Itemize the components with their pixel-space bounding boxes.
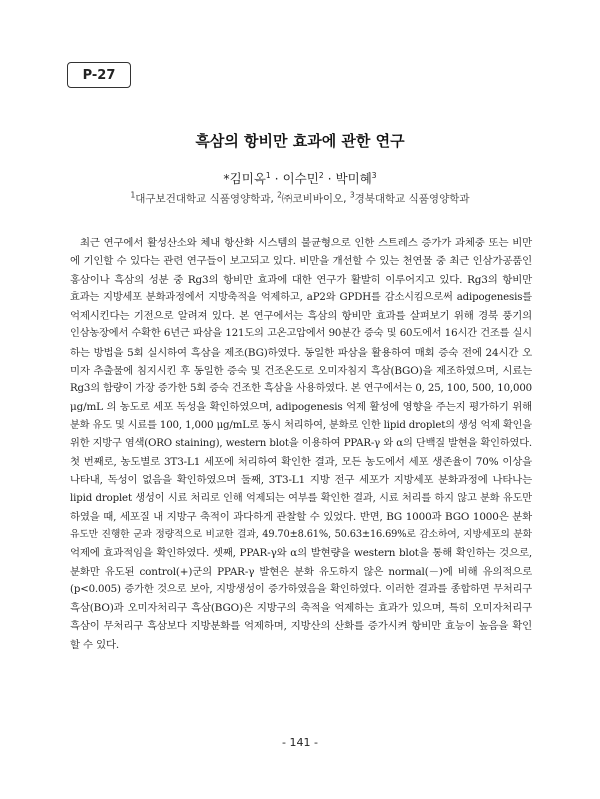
abstract-line: 위한 지방구 염색(ORO staining), western blot을 이용하여 PPAR-γ 와 α의 단백질 발현을 확인하였다. — [70, 437, 532, 449]
abstract-code: P-27 — [82, 67, 116, 83]
affiliation-list — [0, 191, 600, 206]
author-1: 김미옥 — [229, 171, 266, 186]
abstract-line: lipid droplet 생성이 시료 처리로 인해 억제되는 여부를 확인한 결과, 시료 처리를 하지 않고 분화 유도만 — [70, 492, 532, 504]
abstract-line: 최근 연구에서 활성산소와 체내 항산화 시스템의 불균형으로 인한 스트레스 증가가 과체중 또는 비만 — [80, 237, 532, 249]
abstract-line: 미자 추출물에 침지시킨 후 동일한 증숙 및 건조온도로 오미자침지 흑삼(BGO)을 제조하였으며, 시료는 — [70, 364, 532, 377]
abstract-line: 흑삼(BO)과 오미자처리구 흑삼(BGO)은 지방구의 축적을 억제하는 효과가 있으며, 특히 오미자처리구 — [70, 602, 532, 614]
author-3: 박미혜 — [335, 171, 372, 186]
abstract-line: Rg3의 함량이 가장 증가한 5회 증숙 건조한 흑삼을 사용하였다. 본 연구에서는 0, 25, 100, 500, 10,000 — [70, 383, 532, 394]
author-separator: · — [323, 171, 336, 186]
abstract-line: 효과는 지방세포 분화과정에서 지방축적을 억제하고, aP2와 GPDH를 감소시킴으로써 adipogenesis를 — [70, 291, 532, 303]
abstract-line: 인삼농장에서 수확한 6년근 파삼을 121도의 고온고압에서 90분간 증숙 및 60도에서 16시간 건조를 실시 — [70, 328, 532, 340]
abstract-line: 하였을 때, 세포질 내 지방구 축적이 과다하게 관찰할 수 있었다. 반면, BG 1000과 BGO 1000은 분화 — [70, 510, 532, 523]
author-list — [0, 169, 600, 187]
abstract-line: μg/mL 의 농도로 세포 독성을 확인하였으며, adipogenesis 억제 활성에 영향을 주는지 평가하기 위해 — [70, 401, 532, 414]
abstract-line: 에 기인할 수 있다는 관련 연구들이 보고되고 있다. 비만을 개선할 수 있는 천연물 중 최근 인삼가공품인 — [70, 255, 532, 268]
abstract-line: 분화만 유도된 control(+)군의 PPAR-γ 발현은 분화 유도하지 않은 normal(－)에 비해 유의적으로 — [70, 565, 532, 578]
affiliation-2: ㈜코비바이오, — [281, 193, 350, 205]
page-number: - 141 - — [282, 736, 318, 749]
author-3-sup: 3 — [371, 170, 377, 180]
abstract-line: 하는 방법을 5회 실시하여 흑삼을 제조(BG)하였다. 동일한 파삼을 활용하여 매회 증숙 전에 24시간 오 — [70, 346, 532, 359]
abstract-code-badge — [67, 62, 131, 88]
affiliation-1-sup: 1 — [130, 190, 136, 200]
author-2: 이수민 — [282, 171, 319, 186]
affiliation-3: 경북대학교 식품영양학과 — [354, 193, 470, 205]
abstract-line: (p<0.005) 증가한 것으로 보아, 지방생성이 증가하였음을 확인하였다. 이러한 결과를 종합하면 무처리구 — [70, 583, 532, 595]
affiliation-2-sup: 2 — [277, 190, 282, 200]
affiliation-3-sup: 3 — [349, 190, 355, 200]
abstract-line: 억제에 효과적임을 확인하였다. 셋째, PPAR-γ와 α의 발현량을 western blot을 통해 확인하는 것으로, — [70, 547, 532, 560]
author-separator: · — [270, 171, 283, 186]
abstract-line: 억제시킨다는 기전으로 알려져 있다. 본 연구에서는 흑삼의 항비만 효과를 살펴보기 위해 경북 풍기의 — [70, 310, 532, 322]
abstract-line: 홍삼이나 흑삼의 성분 중 Rg3의 항비만 효과에 대한 연구가 활발히 이루어지고 있다. Rg3의 항비만 — [70, 273, 532, 286]
abstract-line: 흑삼이 무처리구 흑삼보다 지방분화를 억제하며, 지방산의 산화를 증가시켜 항비만 효능이 높음을 확인 — [70, 620, 532, 633]
corresponding-mark: * — [223, 171, 230, 186]
abstract-line: 나타내, 독성이 없음을 확인하였으며 둘째, 3T3-L1 지방 전구 세포가 지방세포 분화과정에 나타나는 — [70, 474, 532, 487]
abstract-line: 유도만 진행한 군과 정량적으로 비교한 결과, 49.70±8.61%, 50.63±16.69%로 감소하여, 지방세포의 분화 — [70, 529, 532, 540]
abstract-line: 할 수 있다. — [70, 638, 120, 651]
affiliation-1: 대구보건대학교 식품영양학과, — [135, 193, 278, 205]
abstract-line: 분화 유도 및 시료를 100, 1,000 μg/mL로 동시 처리하여, 분화로 인한 lipid droplet의 생성 억제 확인을 — [70, 419, 532, 431]
author-1-sup: 1 — [265, 170, 271, 180]
abstract-body — [70, 234, 532, 654]
abstract-line: 첫 번째로, 농도별로 3T3-L1 세포에 처리하여 확인한 결과, 모든 농도에서 세포 생존율이 70% 이상을 — [70, 456, 532, 468]
author-2-sup: 2 — [318, 170, 324, 180]
paper-title: 흑삼의 항비만 효과에 관한 연구 — [195, 132, 405, 150]
